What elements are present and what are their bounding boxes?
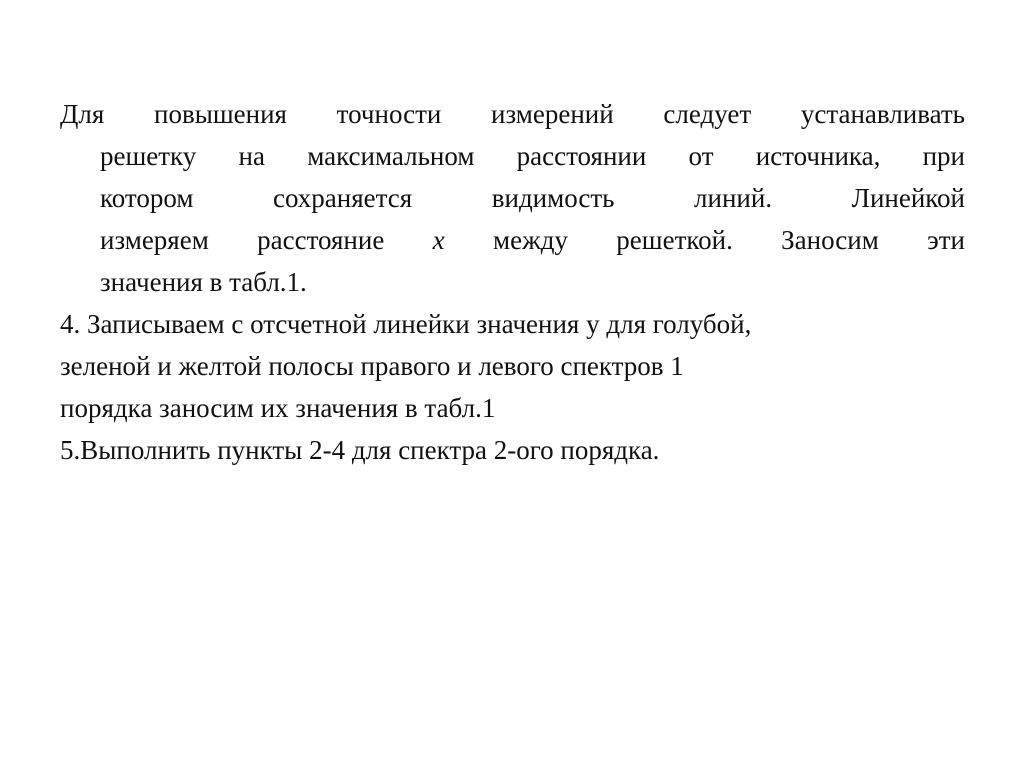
list-item-line: порядка заносим их значения в табл.1 [60, 393, 496, 423]
list-item-4 [60, 303, 965, 429]
slide-text-block [60, 93, 965, 471]
paragraph-measurement-accuracy [60, 93, 965, 303]
list-item-line: зеленой и желтой полосы правого и левого спектров 1 [60, 351, 684, 381]
text-fragment: между решеткой. Заносим эти [444, 225, 965, 255]
list-item-line: 4. Записываем с отсчетной линейки значения у для голубой, [60, 309, 752, 339]
paragraph-line: решетку на максимальном расстоянии от источника, при [100, 141, 965, 171]
paragraph-line: значения в табл.1. [100, 267, 307, 297]
text-fragment: измеряем расстояние [100, 225, 433, 255]
list-item-5 [60, 429, 965, 471]
paragraph-line: котором сохраняется видимость линий. Линейкой [100, 183, 965, 213]
list-item-line: 5.Выполнить пункты 2-4 для спектра 2-ого порядка. [60, 435, 660, 465]
paragraph-line: Для повышения точности измерений следует устанавливать [60, 99, 965, 129]
paragraph-line-with-variable [60, 219, 965, 261]
variable-x: x [432, 225, 445, 255]
